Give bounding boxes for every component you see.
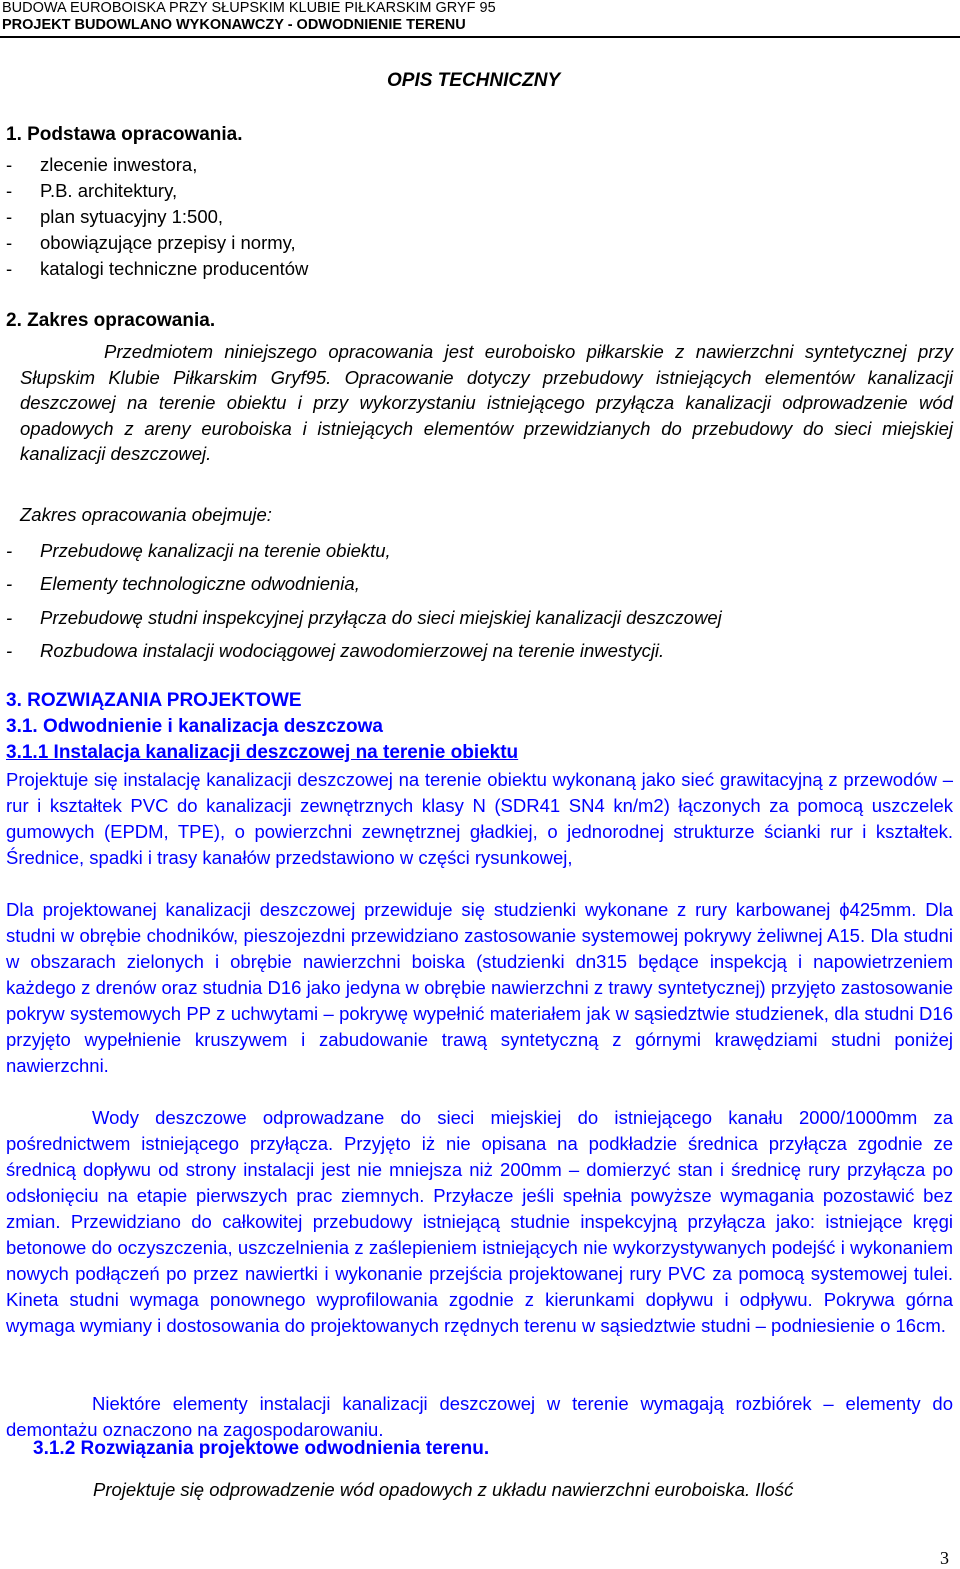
list-item-text: katalogi techniczne producentów — [40, 258, 309, 279]
list-item-text: zlecenie inwestora, — [40, 154, 198, 175]
list-item: - Przebudowę studni inspekcyjnej przyłącza do sieci miejskiej kanalizacji deszczowej — [6, 601, 946, 634]
section3-heading: 3. ROZWIĄZANIA PROJEKTOWE — [6, 690, 302, 711]
header-divider — [0, 36, 960, 38]
list-item: - Elementy technologiczne odwodnienia, — [6, 567, 946, 600]
section1-heading: 1. Podstawa opracowania. — [6, 124, 243, 145]
section1-list — [6, 152, 946, 282]
document-header-line2: PROJEKT BUDOWLANO WYKONAWCZY - ODWODNIENIE TERENU — [2, 17, 466, 33]
list-item-text: P.B. architektury, — [40, 180, 178, 201]
list-item: - obowiązujące przepisy i normy, — [6, 230, 946, 256]
list-item: - katalogi techniczne producentów — [6, 256, 946, 282]
list-item-text: obowiązujące przepisy i normy, — [40, 232, 296, 253]
paragraph-studzienki: Dla projektowanej kanalizacji deszczowej przewiduje się studzienki wykonane z rury karbowanej ϕ425mm. Dla studni w obrębie chodników, pieszojezdni przewidziano zastosowanie systemowej pokrywy żeliwnej A15. Dla studni w obszarach zielonych i obrębie nawierzchni boiska (studzienki dn315 będące inspekcją i napowietrzeniem każdego z drenów oraz studnia D16 jako jedyna w obrębie nawierzchni z trawy syntetycznej) przyjęto zastosowanie pokryw systemowych PP z uchwytami – pokrywę wypełnić materiałem jak w sąsiedztwie studzienek, dla studni D16 przyjęto wypełnienie kruszywem i zabudowanie trawą syntetyczną z górnymi krawędziami studni poniżej nawierzchni. — [6, 899, 953, 1076]
list-item-text: Przebudowę studni inspekcyjnej przyłącza do sieci miejskiej kanalizacji deszczowej — [40, 606, 722, 628]
section2-intro: Przedmiotem niniejszego opracowania jest euroboisko piłkarskie z nawierzchni syntetycznej przy Słupskim Klubie Piłkarskim Gryf95. Opracowanie dotyczy przebudowy istniejących elementów kanalizacji deszczowej na terenie obiektu i przy wykorzystaniu istniejącego przyłącza kanalizacji odprowadzenie wód opadowych z areny euroboiska i istniejących elementów przewidzianych do przebudowy do sieci miejskiej kanalizacji deszczowej. — [20, 341, 953, 465]
page-title: OPIS TECHNICZNY — [387, 70, 561, 91]
section2-heading: 2. Zakres opracowania. — [6, 310, 216, 331]
paragraph-odwodnienie: Projektuje się odprowadzenie wód opadowych z układu nawierzchni euroboiska. Ilość — [93, 1479, 794, 1500]
list-item: - Rozbudowa instalacji wodociągowej zawodomierzowej na terenie inwestycji. — [6, 634, 946, 667]
section3-1-2-heading: 3.1.2 Rozwiązania projektowe odwodnienia terenu. — [33, 1438, 490, 1459]
section3-1-heading: 3.1. Odwodnienie i kanalizacja deszczowa — [6, 716, 383, 737]
document-header-line1: BUDOWA EUROBOISKA PRZY SŁUPSKIM KLUBIE PIŁKARSKIM GRYF 95 — [2, 0, 496, 16]
list-item-text: plan sytuacyjny 1:500, — [40, 206, 224, 227]
section3-1-1-heading: 3.1.1 Instalacja kanalizacji deszczowej na terenie obiektu — [6, 742, 519, 763]
list-item: - zlecenie inwestora, — [6, 152, 946, 178]
paragraph-wody-deszczowe: Wody deszczowe odprowadzane do sieci miejskiej do istniejącego kanału 2000/1000mm za pośrednictwem istniejącego przyłącza. Przyjęto iż nie opisana na podkładzie średnica przyłącza zgodnie ze średnicą dopływu od strony instalacji jest nie mniejsza niż 200mm – domierzyć stan i średnicę rury przyłącza po odsłonięciu na etapie pierwszych prac ziemnych. Przyłacze jeśli spełnia powyższe wymagania pozostawić bez zmian. Przewidziano do całkowitej przebudowy istniejącą studnie inspekcyjną przyłącza jako: istniejące kręgi betonowe do oczyszczenia, uszczelnienia z zaślepieniem istniejących nie wykorzystywanych podejść i wykonaniem nowych podłączeń po przez nawiertki i wykonanie przejścia projektowanej rury PVC za pomocą systemowej tulei. Kineta studni wymaga ponownego wyprofilowania zgodnie z kierunkami dopływu i odpływu. Pokrywa górna wymaga wymiany i dostosowania do projektowanych rzędnych terenu w sąsiedztwie studni – podniesienie o 16cm. — [6, 1107, 953, 1336]
scope-list — [6, 534, 946, 667]
list-item-text: Przebudowę kanalizacji na terenie obiektu, — [40, 540, 391, 561]
list-item-text: Elementy technologiczne odwodnienia, — [40, 573, 360, 595]
paragraph-instalacja: Projektuje się instalację kanalizacji deszczowej na terenie obiektu wykonaną jako sieć grawitacyjną z przewodów – rur i kształtek PVC do kanalizacji zewnętrznych klasy N (SDR41 SN4 kn/m2) łączonych za pomocą uszczelek gumowych (EPDM, TPE), o powierzchni zewnętrznej gładkiej, o jednorodnej strukturze ścianki rur i kształtek. Średnice, spadki i trasy kanałów przedstawiono w części rysunkowej, — [6, 769, 953, 868]
page-number: 3 — [940, 1548, 949, 1568]
list-item: - Przebudowę kanalizacji na terenie obiektu, — [6, 534, 946, 567]
list-item: - P.B. architektury, — [6, 178, 946, 204]
list-item: - plan sytuacyjny 1:500, — [6, 204, 946, 230]
paragraph-rozbiorki: Niektóre elementy instalacji kanalizacji deszczowej w terenie wymagają rozbiórek – elementy do demontażu oznaczono na zagospodarowaniu. — [6, 1393, 953, 1440]
list-item-text: Rozbudowa instalacji wodociągowej zawodomierzowej na terenie inwestycji. — [40, 639, 665, 661]
scope-label: Zakres opracowania obejmuje: — [20, 504, 272, 525]
